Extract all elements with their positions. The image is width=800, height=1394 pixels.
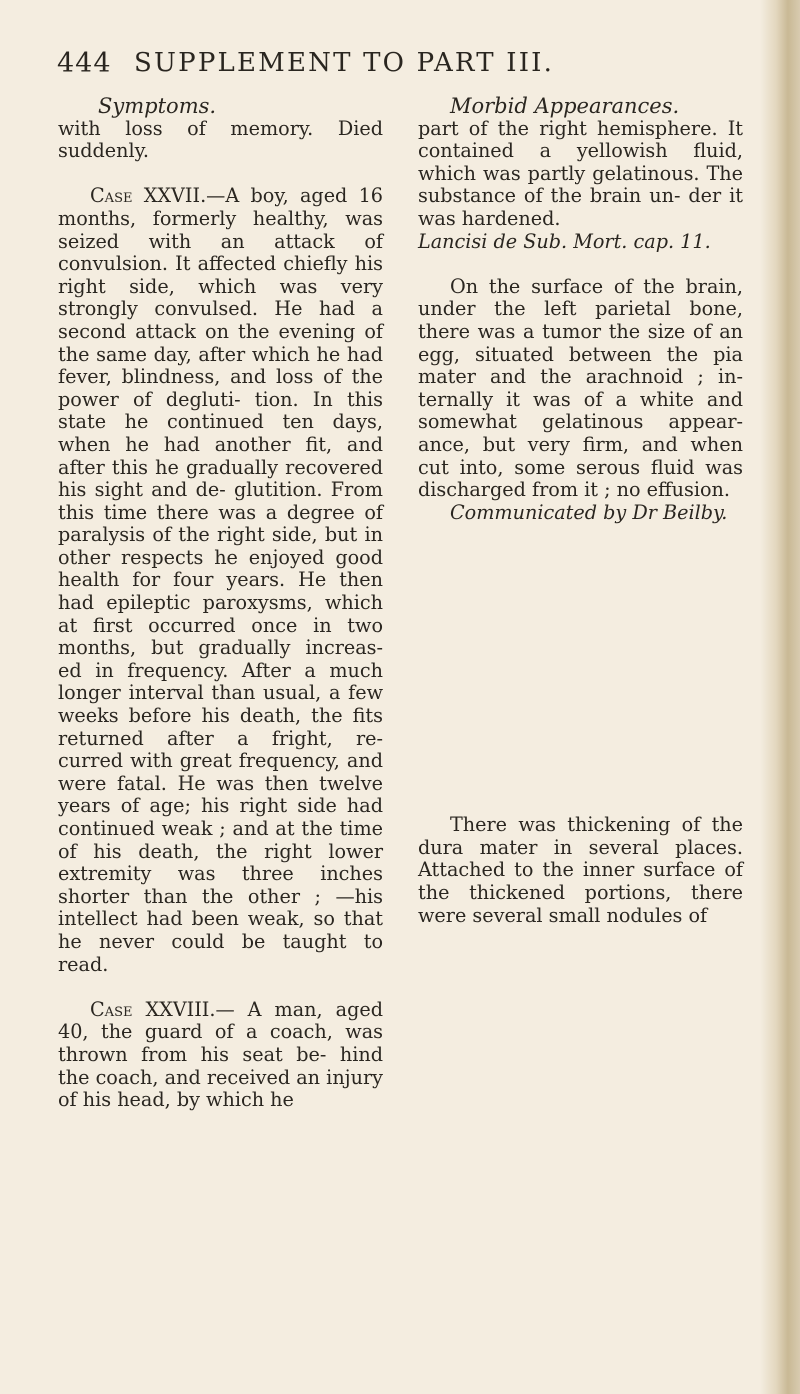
dura-mater-paragraph: There was thickening of the dura mater in several places. Attached to the inner surface of the thickened portions, there were several small nodules of: [418, 813, 743, 927]
morbid-appearances-heading: Morbid Appearances.: [450, 94, 680, 118]
symptoms-heading: Symptoms.: [98, 94, 217, 118]
case-27-label: Case XXVII.: [90, 184, 207, 208]
page-header: [57, 48, 747, 88]
morbid-continuation: part of the right hemisphere. It contained a yellowish fluid, which was partly gelatinous. The substance of the brain un- der it was hardened.: [418, 116, 743, 230]
symptoms-continuation: with loss of memory. Died suddenly.: [58, 116, 383, 163]
lancisi-citation: Lancisi de Sub. Mort. cap. 11.: [418, 229, 711, 253]
page-number: 444: [57, 48, 112, 79]
left-column: [58, 95, 383, 1112]
running-head: SUPPLEMENT TO PART III.: [134, 48, 555, 78]
case-28-text: — A man, aged 40, the guard of a coach, was thrown from his seat be- hind the coach, and received an injury of his head, by which he: [58, 997, 383, 1112]
case-27-paragraph: [58, 185, 383, 976]
page-edge: [760, 0, 800, 1394]
case-28-label: Case XXVIII.: [90, 997, 216, 1021]
tumor-paragraph: On the surface of the brain, under the left parietal bone, there was a tumor the size of an egg, situated between the pia mater and the arachnoid ; in- ternally it was of a white and somewhat gelatinous appear- ance, but very firm, and when cut into, some serous fluid was discharged from it ; no effusion.: [418, 274, 743, 502]
case-28-paragraph: [58, 999, 383, 1112]
right-column: [418, 95, 743, 927]
beilby-attribution: Communicated by Dr Beilby.: [450, 500, 728, 524]
case-27-text: —A boy, aged 16 months, formerly healthy, was seized with an attack of convulsion. It affected chiefly his right side, which was very strongly convulsed. He had a second attack on the evening of the same day, after which he had fever, blindness, and loss of the power of degluti- tion. In this state he continued ten days, when he had another fit, and after this he gradually recovered his sight and de- glutition. From this time there was a degree of paralysis of the right side, but in other respects he enjoyed good health for four years. He then had epileptic paroxysms, which at first occurred once in two months, but gradually increas- ed in frequency. After a much longer interval than usual, a few weeks before his death, the fits returned after a fright, re- curred with great frequency, and were fatal. He was then twelve years of age; his right side had continued weak ; and at the time of his death, the right lower extremity was three inches shorter than the other ; —his intellect had been weak, so that he never could be taught to read.: [58, 184, 384, 976]
